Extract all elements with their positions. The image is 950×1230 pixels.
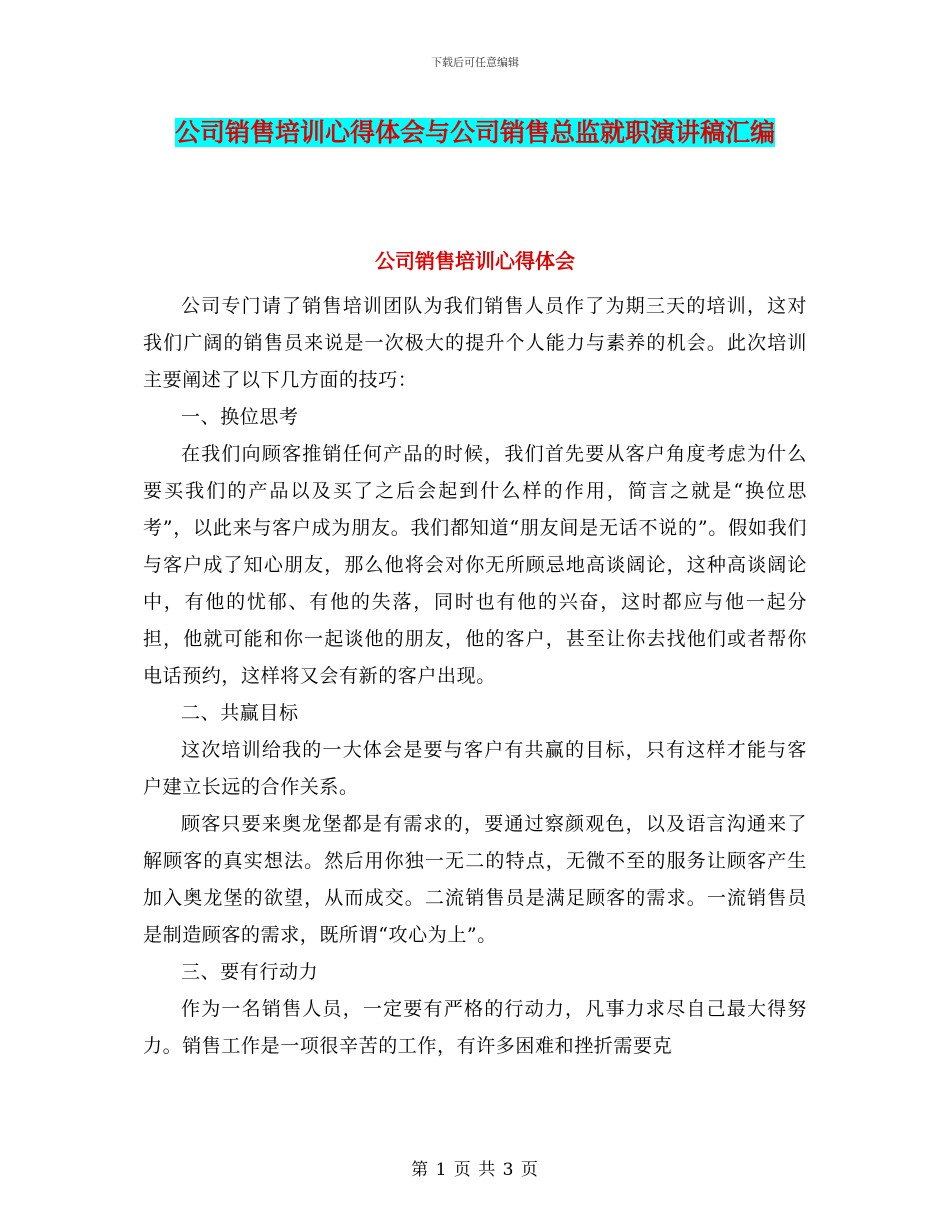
- paragraph: 在我们向顾客推销任何产品的时候，我们首先要从客户角度考虑为什么要买我们的产品以及买了之后会起到什么样的作用，简言之就是“换位思考”，以此来与客户成为朋友。我们都知道“朋友间是无话不说的”。假如我们与客户成了知心朋友，那么他将会对你无所顾忌地高谈阔论，这种高谈阔论中，有他的忧郁、有他的失落，同时也有他的兴奋，这时都应与他一起分担，他就可能和你一起谈他的朋友，他的客户，甚至让你去找他们或者帮你电话预约，这样将又会有新的客户出现。: [143, 443, 807, 687]
- paragraph-heading: 一、换位思考: [181, 406, 299, 428]
- document-title-text: 公司销售培训心得体会与公司销售总监就职演讲稿汇编: [174, 118, 775, 147]
- paragraph: 作为一名销售人员，一定要有严格的行动力，凡事力求尽自己最大得努力。销售工作是一项很辛苦的工作，有许多困难和挫折需要克: [143, 998, 807, 1057]
- paragraph-heading: 二、共赢目标: [181, 702, 299, 724]
- section-title: 公司销售培训心得体会: [375, 249, 575, 273]
- document-title: [145, 110, 805, 156]
- page-footer: 第 1 页 共 3 页: [411, 1160, 539, 1180]
- paragraph-heading: 三、要有行动力: [181, 961, 319, 983]
- header-note: 下载后可任意编辑: [431, 56, 519, 69]
- paragraph: 这次培训给我的一大体会是要与客户有共赢的目标，只有这样才能与客户建立长远的合作关系。: [143, 739, 807, 798]
- paragraph: 公司专门请了销售培训团队为我们销售人员作了为期三天的培训，这对我们广阔的销售员来说是一次极大的提升个人能力与素养的机会。此次培训主要阐述了以下几方面的技巧：: [143, 295, 807, 391]
- document-body: [143, 288, 807, 1065]
- paragraph: 顾客只要来奥龙堡都是有需求的，要通过察颜观色，以及语言沟通来了解顾客的真实想法。然后用你独一无二的特点，无微不至的服务让顾客产生加入奥龙堡的欲望，从而成交。二流销售员是满足顾客的需求。一流销售员是制造顾客的需求，既所谓“攻心为上”。: [143, 813, 807, 946]
